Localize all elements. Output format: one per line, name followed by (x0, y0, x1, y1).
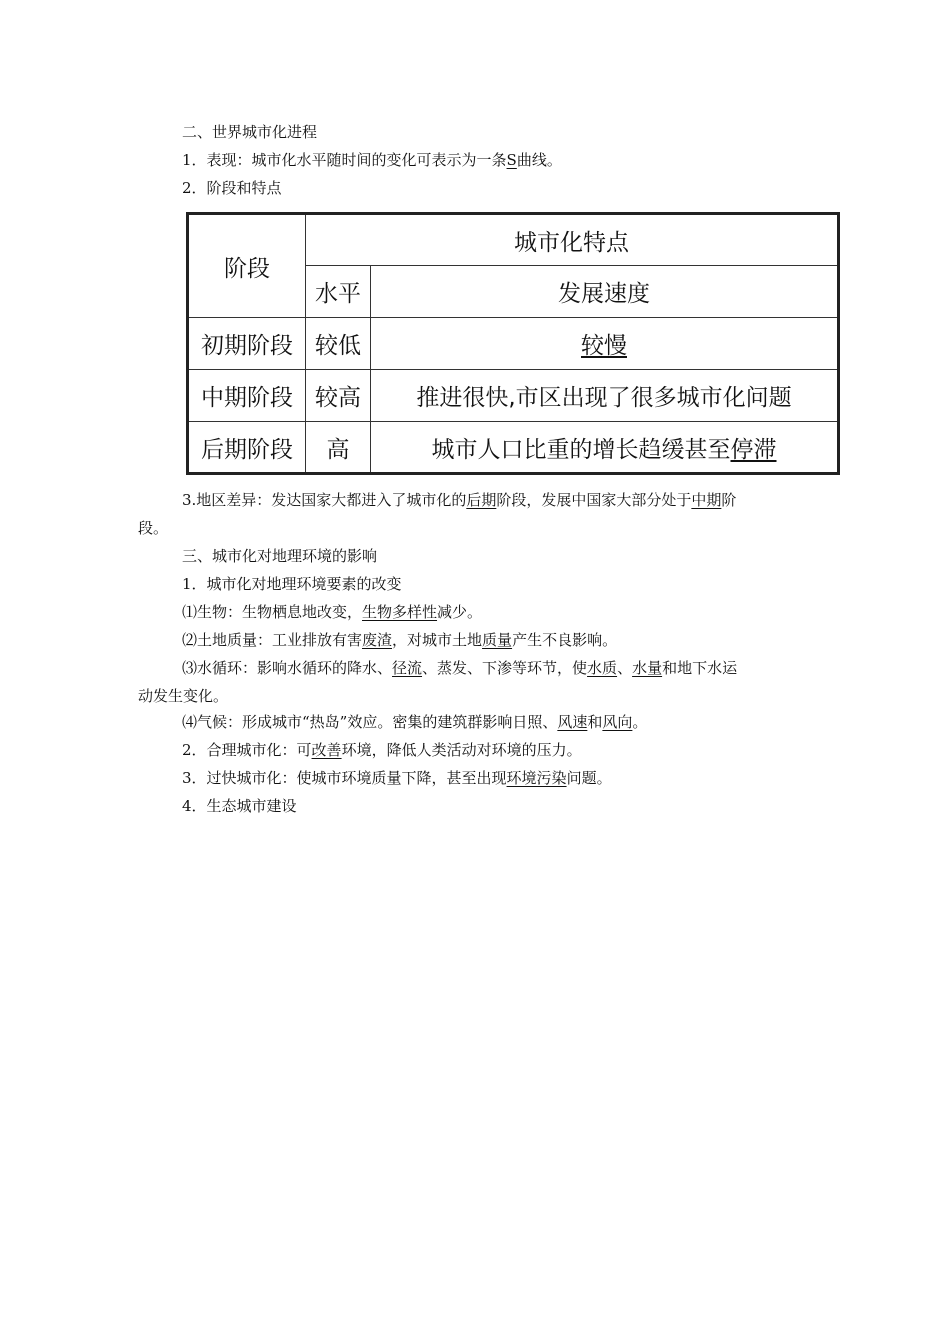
table-header-level: 水平 (306, 266, 371, 318)
answer-blank: 环境污染 (506, 769, 567, 787)
text: 2．合理城市化：可 (182, 741, 312, 759)
paragraph-rapid-urbanization (182, 768, 612, 788)
stages-table (186, 212, 840, 475)
table-header-stage: 阶段 (188, 214, 306, 318)
text: 和地下水运 (662, 659, 738, 677)
stage-cell: 中期阶段 (188, 370, 306, 422)
text: 阶 (721, 491, 737, 509)
answer-blank: 废渣 (362, 631, 393, 649)
text: ⑴生物：生物栖息地改变， (182, 603, 363, 621)
answer-blank: 径流 (392, 659, 423, 677)
paragraph-eco-city: 4．生态城市建设 (182, 797, 297, 815)
text: 减少。 (437, 603, 483, 621)
text: 问题。 (566, 769, 612, 787)
stage-cell: 后期阶段 (188, 422, 306, 474)
answer-blank: 停滞 (730, 436, 777, 463)
text: 3.地区差异：发达国家大都进入了城市化的 (182, 491, 467, 509)
paragraph-performance (182, 150, 562, 170)
stage-cell: 初期阶段 (188, 318, 306, 370)
section-heading: 二、世界城市化进程 (182, 123, 318, 141)
text: ，对城市土地 (392, 631, 483, 649)
text: ⑶水循环：影响水循环的降水、 (182, 659, 393, 677)
text: 和 (587, 713, 603, 731)
paragraph-water-cycle (182, 658, 737, 678)
paragraph-element-change: 1．城市化对地理环境要素的改变 (182, 575, 402, 593)
table-row (188, 422, 839, 474)
text: 曲线。 (516, 151, 562, 169)
text: 阶段，发展中国家大部分处于 (496, 491, 692, 509)
answer-blank: 后期 (466, 491, 497, 509)
paragraph-land-quality (182, 630, 617, 650)
level-cell: 较高 (306, 370, 371, 422)
answer-blank: 水质 (587, 659, 618, 677)
answer-blank: 中期 (691, 491, 722, 509)
text: 。 (632, 713, 648, 731)
level-cell: 高 (306, 422, 371, 474)
answer-blank: S (506, 151, 517, 169)
text: 、蒸发、下渗等环节，使 (422, 659, 588, 677)
section-heading: 三、城市化对地理环境的影响 (182, 547, 378, 565)
text: ⑷气候：形成城市“热岛”效应。密集的建筑群影响日照、 (182, 713, 558, 731)
paragraph-continuation: 段。 (138, 519, 169, 537)
level-cell: 较低 (306, 318, 371, 370)
paragraph-continuation: 动发生变化。 (138, 687, 229, 705)
text: 产生不良影响。 (512, 631, 618, 649)
text: ⑵土地质量：工业排放有害 (182, 631, 363, 649)
answer-blank: 风速 (557, 713, 588, 731)
answer-blank: 风向 (602, 713, 633, 731)
text: 城市人口比重的增长趋缓甚至 (431, 436, 731, 463)
text: 推进很快,市区出现了很多城市化问题 (416, 385, 792, 411)
speed-cell (371, 318, 839, 370)
paragraph-regional-difference (182, 490, 736, 510)
text: 1．表现：城市化水平随时间的变化可表示为一条 (182, 151, 507, 169)
text: 环境，降低人类活动对环境的压力。 (341, 741, 582, 759)
answer-blank: 改善 (311, 741, 342, 759)
answer-blank: 较慢 (581, 333, 627, 359)
text: 、 (617, 659, 633, 677)
answer-blank: 质量 (482, 631, 513, 649)
paragraph-reasonable-urbanization (182, 740, 582, 760)
answer-blank: 生物多样性 (362, 603, 438, 621)
paragraph-biology (182, 602, 482, 622)
paragraph-climate (182, 712, 647, 732)
paragraph-stages: 2．阶段和特点 (182, 179, 282, 197)
speed-cell (371, 370, 839, 422)
table-row (188, 318, 839, 370)
text: 3．过快城市化：使城市环境质量下降，甚至出现 (182, 769, 507, 787)
speed-cell (371, 422, 839, 474)
table-header-speed: 发展速度 (371, 266, 839, 318)
table-row (188, 370, 839, 422)
table-header-features: 城市化特点 (306, 214, 839, 266)
answer-blank: 水量 (632, 659, 663, 677)
